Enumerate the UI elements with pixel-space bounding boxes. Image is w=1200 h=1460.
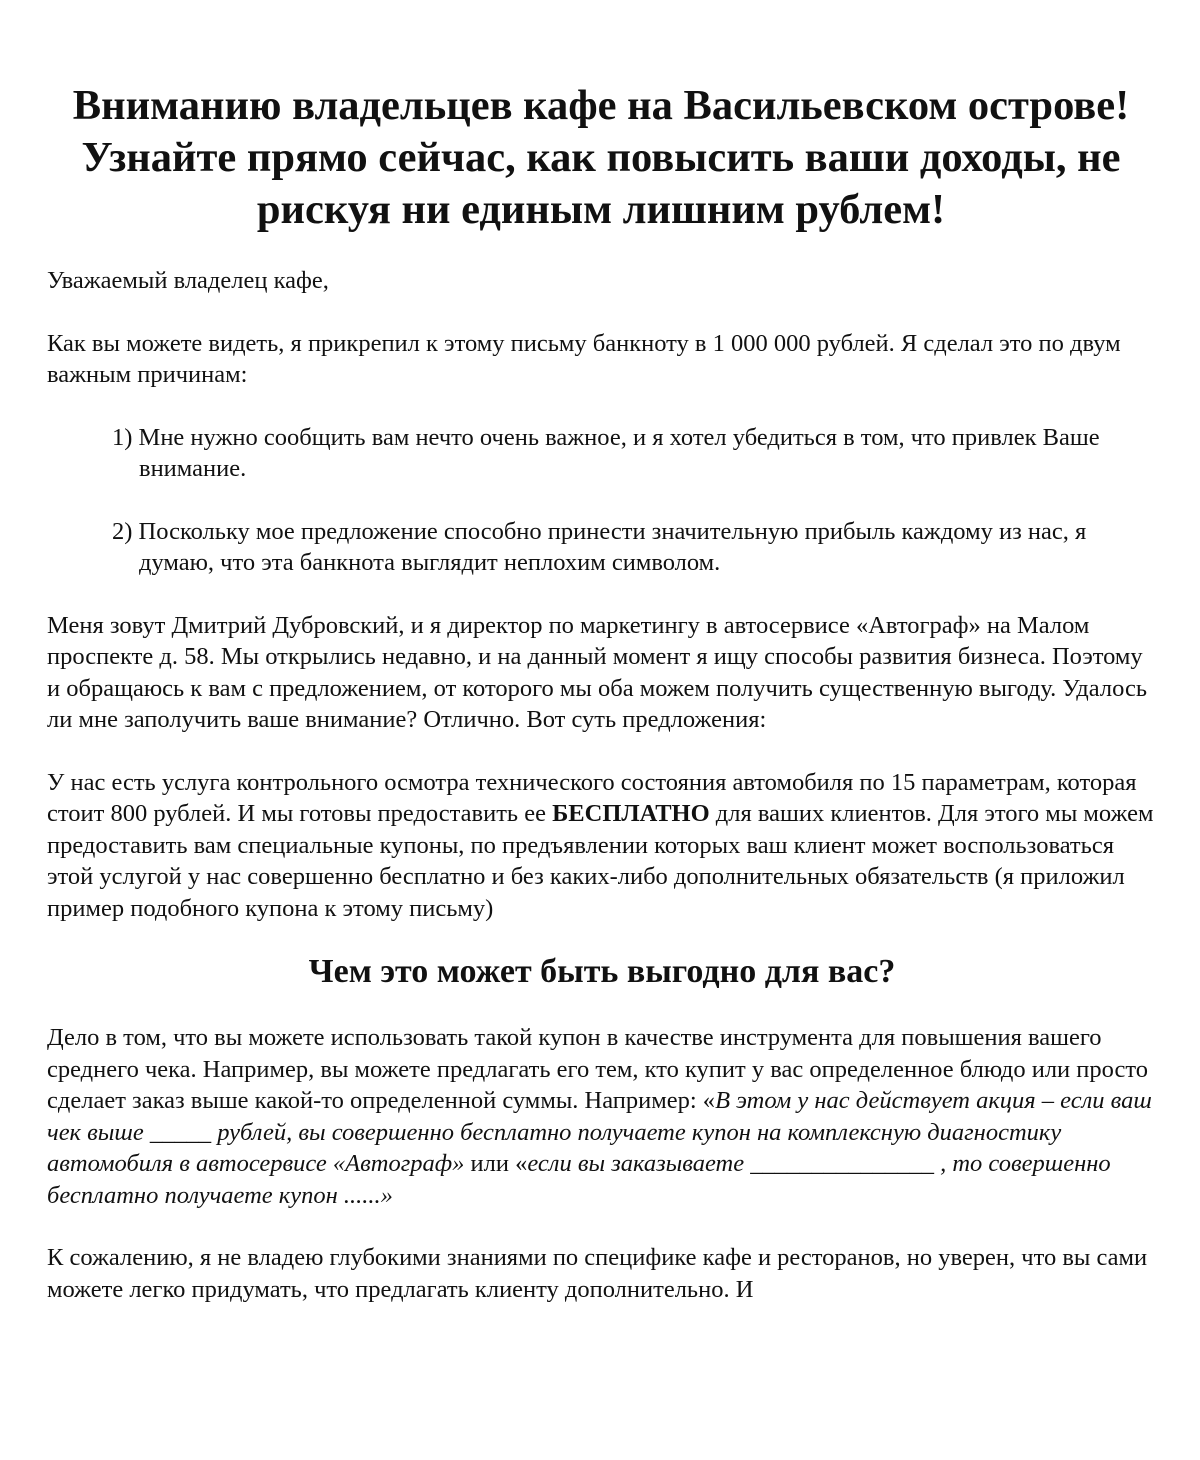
about-paragraph: Меня зовут Дмитрий Дубровский, и я директор по маркетингу в автосервисе «Автограф» на Малом проспекте д. 58. Мы открылись недавно, и на данный момент я ищу способы развития бизнеса. Поэтому и обращаюсь к вам с предложением, от которого мы оба можем получить существенную выгоду. Удалось ли мне заполучить ваше внимание? Отлично. Вот суть предложения: bbox=[47, 611, 1147, 733]
benefit-paragraph bbox=[47, 1022, 1157, 1211]
free-highlight: БЕСПЛАТНО bbox=[552, 800, 710, 827]
offer-text-after: для ваших клиентов. Для этого мы можем предоставить вам специальные купоны, по предъявлении которых ваш клиент может воспользоваться этой услугой у нас совершенно бесплатно и без каких-либо дополнительных обязательств (я приложил пример подобного купона к этому письму) bbox=[47, 800, 1154, 922]
section-heading: Чем это может быть выгодно для вас? bbox=[308, 953, 896, 990]
example-promo-1: В этом у нас действует акция – если ваш чек выше _____ рублей, вы совершенно бесплатно получаете купон на комплексную диагностику автомобиля в автосервисе «Автограф» bbox=[47, 1087, 1152, 1177]
closing-paragraph: К сожалению, я не владею глубокими знаниями по специфике кафе и ресторанов, но уверен, что вы сами можете легко придумать, что предлагать клиенту дополнительно. И bbox=[47, 1244, 1148, 1303]
intro-paragraph: Как вы можете видеть, я прикрепил к этому письму банкноту в 1 000 000 рублей. Я сделал это по двум важным причинам: bbox=[47, 329, 1121, 388]
page-title: Вниманию владельцев кафе на Васильевском острове! Узнайте прямо сейчас, как повысить ваши доходы, не рискуя ни единым лишним рублем! bbox=[72, 82, 1130, 233]
example-promo-2: если вы заказываете _______________ , то совершенно бесплатно получаете купон ......» bbox=[47, 1150, 1111, 1209]
offer-text-before: У нас есть услуга контрольного осмотра технического состояния автомобиля по 15 параметрам, которая стоит 800 рублей. И мы готовы предоставить ее bbox=[47, 768, 1137, 827]
example-connector: или « bbox=[464, 1150, 528, 1177]
list-item: 2) Поскольку мое предложение способно принести значительную прибыль каждому из нас, я думаю, что эта банкнота выглядит неплохим символом. bbox=[112, 517, 1087, 576]
greeting: Уважаемый владелец кафе, bbox=[47, 267, 329, 294]
reasons-list bbox=[47, 422, 1157, 579]
letter-page bbox=[47, 80, 1157, 1305]
list-item: 1) Мне нужно сообщить вам нечто очень важное, и я хотел убедиться в том, что привлек Ваше внимание. bbox=[112, 423, 1100, 482]
offer-paragraph bbox=[47, 767, 1157, 925]
benefit-text: Дело в том, что вы можете использовать такой купон в качестве инструмента для повышения вашего среднего чека. Например, вы можете предлагать его тем, кто купит у вас определенное блюдо или просто сделает заказ выше какой-то определенной суммы. Например: « bbox=[47, 1024, 1149, 1114]
